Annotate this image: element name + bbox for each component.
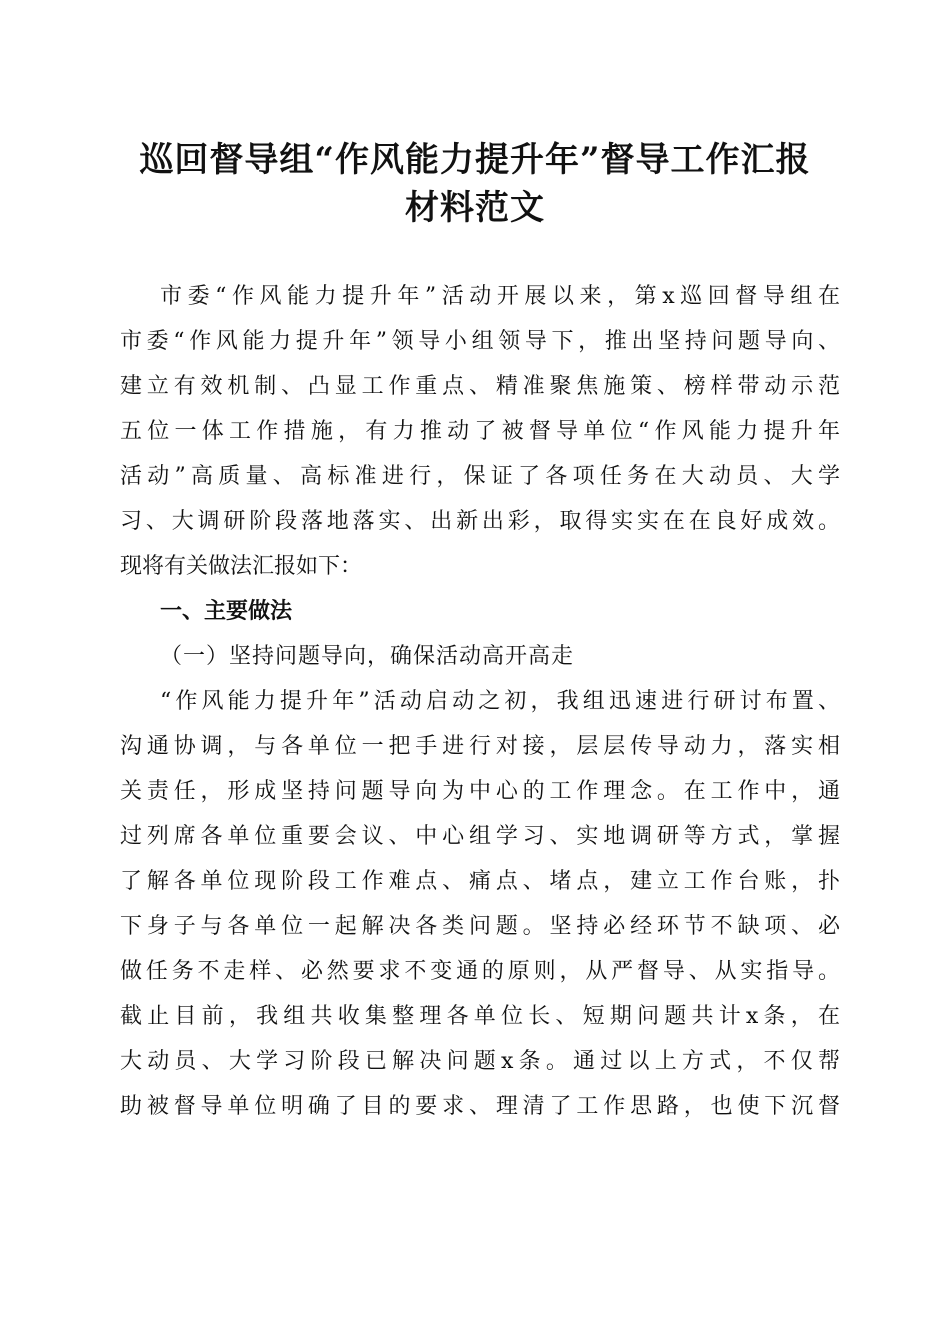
body-line: 大动员、大学习阶段已解决问题x条。通过以上方式，不仅帮: [120, 1049, 840, 1074]
body-line: 了解各单位现阶段工作难点、痛点、堵点，建立工作台账，扑: [120, 869, 840, 894]
intro-line: 五位一体工作措施，有力推动了被督导单位“作风能力提升年: [120, 419, 840, 444]
intro-line: 现将有关做法汇报如下：: [120, 554, 363, 579]
subsection-heading: （一）坚持问题导向，确保活动高开高走: [160, 644, 575, 669]
intro-line: 市委“作风能力提升年”领导小组领导下，推出坚持问题导向、: [120, 329, 840, 354]
intro-line: 市委“作风能力提升年”活动开展以来，第x巡回督导组在: [160, 284, 840, 309]
intro-line: 活动”高质量、高标准进行，保证了各项任务在大动员、大学: [120, 464, 840, 489]
intro-line: 建立有效机制、凸显工作重点、精准聚焦施策、榜样带动示范: [120, 374, 840, 399]
document-title-line-1: 巡回督导组“作风能力提升年”督导工作汇报: [139, 140, 811, 180]
body-line: 助被督导单位明确了目的要求、理清了工作思路，也使下沉督: [120, 1094, 840, 1119]
body-line: 下身子与各单位一起解决各类问题。坚持必经环节不缺项、必: [120, 914, 840, 939]
intro-line: 习、大调研阶段落地落实、出新出彩，取得实实在在良好成效。: [120, 509, 840, 534]
section-heading: 一、主要做法: [160, 599, 293, 624]
document-title-line-2: 材料范文: [405, 188, 545, 228]
body-line: 过列席各单位重要会议、中心组学习、实地调研等方式，掌握: [120, 824, 840, 849]
body-line: 沟通协调，与各单位一把手进行对接，层层传导动力，落实相: [120, 734, 840, 759]
body-line: 关责任，形成坚持问题导向为中心的工作理念。在工作中，通: [120, 779, 840, 804]
body-line: 做任务不走样、必然要求不变通的原则，从严督导、从实指导。: [120, 959, 840, 984]
body-line: 截止目前，我组共收集整理各单位长、短期问题共计x条，在: [120, 1004, 840, 1029]
body-line: “作风能力提升年”活动启动之初，我组迅速进行研讨布置、: [160, 689, 840, 714]
